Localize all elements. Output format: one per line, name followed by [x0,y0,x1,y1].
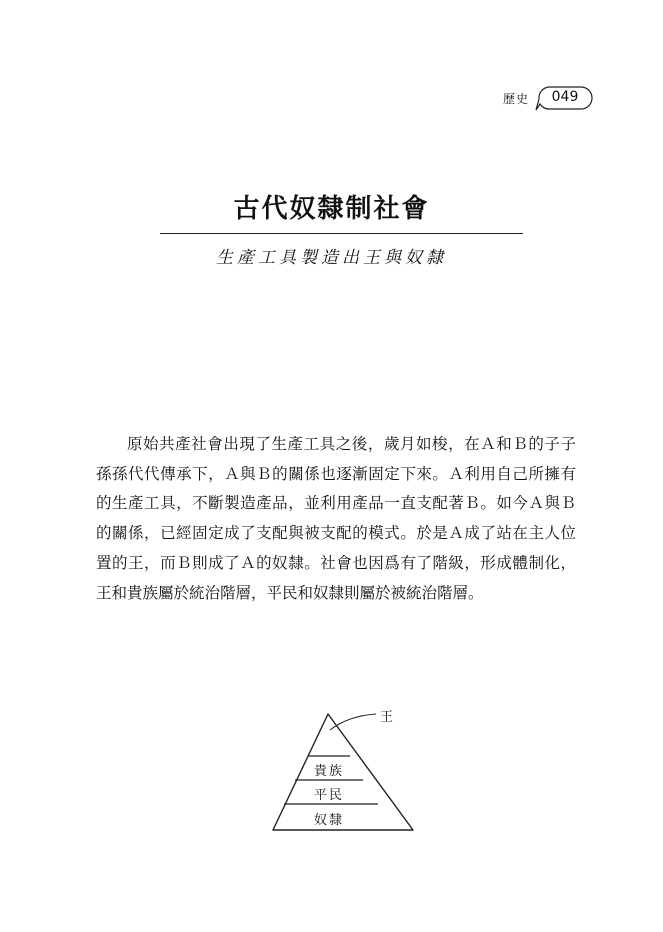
tier-label-nobles: 貴族 [313,764,344,779]
chapter-subtitle: 生產工具製造出王與奴隸 [216,248,447,268]
section-label: 歷史 [503,92,530,106]
tier-label-slaves: 奴隸 [313,813,344,828]
page-number-bubble [535,84,593,112]
page-header [503,84,593,112]
social-pyramid-diagram [268,706,418,836]
title-divider [160,233,523,234]
tier-label-commoners: 平民 [313,788,344,803]
apex-label-king: 王 [380,710,394,725]
page-number: 049 [551,89,579,105]
body-paragraph: 原始共產社會出現了生產工具之後，歲月如梭，在Ａ和Ｂ的子子孫孫代代傳承下，Ａ與Ｂ的關係也逐漸固定下來。Ａ利用自己所擁有的生產工具，不斷製造產品，並利用產品一直支配著Ｂ。如今Ａ與Ｂ的關係，已經固定成了支配與被支配的模式。於是Ａ成了站在主人位置的王，而Ｂ則成了Ａ的奴隸。社會也因爲有了階級，形成體制化，王和貴族屬於統治階層，平民和奴隸則屬於被統治階層。 [96,435,576,602]
chapter-title: 古代奴隸制社會 [233,194,430,224]
